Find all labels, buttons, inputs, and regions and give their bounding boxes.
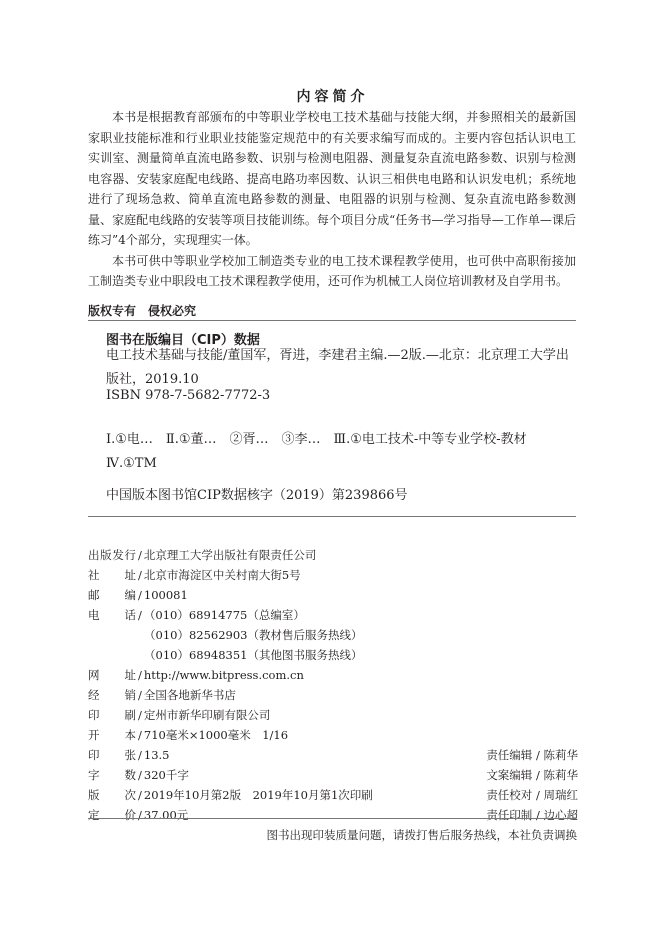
- credit-copy-editor: 文案编辑 / 陈莉华: [486, 768, 578, 782]
- imprint-value: （010）82562903（教材售后服务热线）: [144, 628, 363, 642]
- imprint-value: 37.00元: [143, 808, 189, 822]
- cip-isbn: ISBN 978-7-5682-7772-3: [106, 388, 271, 403]
- imprint-value: 2019年10月第2版 2019年10月第1次印刷: [143, 788, 373, 802]
- divider: [88, 516, 576, 517]
- cip-heading: 图书在版编目（CIP）数据: [106, 333, 260, 348]
- imprint-value: 710毫米×1000毫米 1/16: [143, 728, 289, 742]
- imprint-value: 北京理工大学出版社有限责任公司: [143, 548, 317, 562]
- imprint-label: 版 次: [88, 788, 136, 802]
- imprint-row-phone: [144, 645, 362, 665]
- imprint-label: 经 销: [88, 688, 136, 702]
- cip-description: 电工技术基础与技能/董国军，胥进，李建君主编.—2版.—北京：北京理工大学出版社，2019.10: [106, 348, 569, 387]
- cip-number: 中国版本图书馆CIP数据核字（2019）第239866号: [106, 488, 408, 503]
- imprint-label: 字 数: [88, 768, 136, 782]
- imprint-row-postcode: 邮 编 / 100081: [88, 585, 188, 605]
- rights-notice: 版权专有 侵权必究: [88, 304, 197, 318]
- imprint-label: 印 张: [88, 748, 136, 762]
- credit-proofreader: 责任校对 / 周瑞红: [486, 788, 578, 802]
- imprint-value: 13.5: [143, 748, 170, 762]
- imprint-row-edition: 版 次 / 2019年10月第2版 2019年10月第1次印刷: [88, 785, 373, 805]
- imprint-value: （010）68948351（其他图书服务热线）: [144, 648, 363, 662]
- imprint-row-website: 网 址 / http://www.bitpress.com.cn: [88, 665, 304, 685]
- credit-editor: 责任编辑 / 陈莉华: [486, 748, 578, 762]
- imprint-value: 100081: [143, 588, 188, 602]
- imprint-row-words: 字 数 / 320千字: [88, 765, 189, 785]
- imprint-row-sheets: 印 张 / 13.5: [88, 745, 169, 765]
- imprint-row-address: 社 址 / 北京市海淀区中关村南大街5号: [88, 565, 301, 585]
- divider: [88, 320, 576, 321]
- summary-title: 内容简介: [296, 89, 369, 105]
- cip-classification-line: Ⅰ.①电… Ⅱ.①董… ②胥… ③李… Ⅲ.①电工技术-中等专业学校-教材: [106, 432, 527, 447]
- imprint-row-phone: 电 话 / （010）68914775（总编室）: [88, 605, 305, 625]
- imprint-value: http://www.bitpress.com.cn: [143, 668, 304, 682]
- imprint-label: 网 址: [88, 668, 136, 682]
- imprint-label: 开 本: [88, 728, 136, 742]
- imprint-value: 全国各地新华书店: [143, 688, 236, 702]
- summary-body: [88, 107, 576, 292]
- imprint-row-phone: [144, 625, 362, 645]
- imprint-label: 邮 编: [88, 588, 136, 602]
- imprint-value: 北京市海淀区中关村南大街5号: [143, 568, 301, 582]
- summary-paragraph: 本书可供中等职业学校加工制造类专业的电工技术课程教学使用，也可供中高职衔接加工制造类专业中职段电工技术课程教学使用，还可作为机械工人岗位培训教材及自学用书。: [88, 253, 576, 288]
- summary-paragraph: 本书是根据教育部颁布的中等职业学校电工技术基础与技能大纲，并参照相关的最新国家职业技能标准和行业职业技能鉴定规范中的有关要求编写而成的。主要内容包括认识电工实训室、测量简单直流电路参数、识别与检测电阻器、测量复杂直流电路参数、识别与检测电容器、安装家庭配电线路、提高电路功率因数、认识三相供电电路和认识发电机；系统地进行了现场急救、简单直流电路参数的测量、电阻器的识别与检测、复杂直流电路参数测量、家庭配电线路的安装等项目技能训练。每个项目分成“任务书—学习指导—工作单—课后练习”4个部分，实现理实一体。: [88, 110, 576, 247]
- imprint-value: 320千字: [143, 768, 189, 782]
- imprint-label: 电 话: [88, 608, 136, 622]
- imprint-row-format: 开 本 / 710毫米×1000毫米 1/16: [88, 725, 288, 745]
- imprint-row-printer: 印 刷 / 定州市新华印刷有限公司: [88, 705, 270, 725]
- credit-print-supervisor: 责任印制 / 边心超: [486, 808, 578, 822]
- cip-classification: [106, 428, 576, 476]
- imprint-label: 出版发行: [88, 548, 136, 562]
- imprint-row-distributor: 经 销 / 全国各地新华书店: [88, 685, 236, 705]
- imprint-label: 印 刷: [88, 708, 136, 722]
- divider: [88, 818, 576, 819]
- cip-classification-line: Ⅳ.①TM: [106, 456, 157, 471]
- imprint-row-price: 定 价 / 37.00元: [88, 805, 188, 825]
- imprint-label: 定 价: [88, 808, 136, 822]
- imprint-value: 定州市新华印刷有限公司: [143, 708, 271, 722]
- quality-notice: 图书出现印装质量问题，请拨打售后服务热线，本社负责调换: [266, 828, 577, 842]
- imprint-row-publisher: 出版发行 / 北京理工大学出版社有限责任公司: [88, 545, 316, 565]
- imprint-value: （010）68914775（总编室）: [143, 608, 305, 622]
- imprint-label: 社 址: [88, 568, 136, 582]
